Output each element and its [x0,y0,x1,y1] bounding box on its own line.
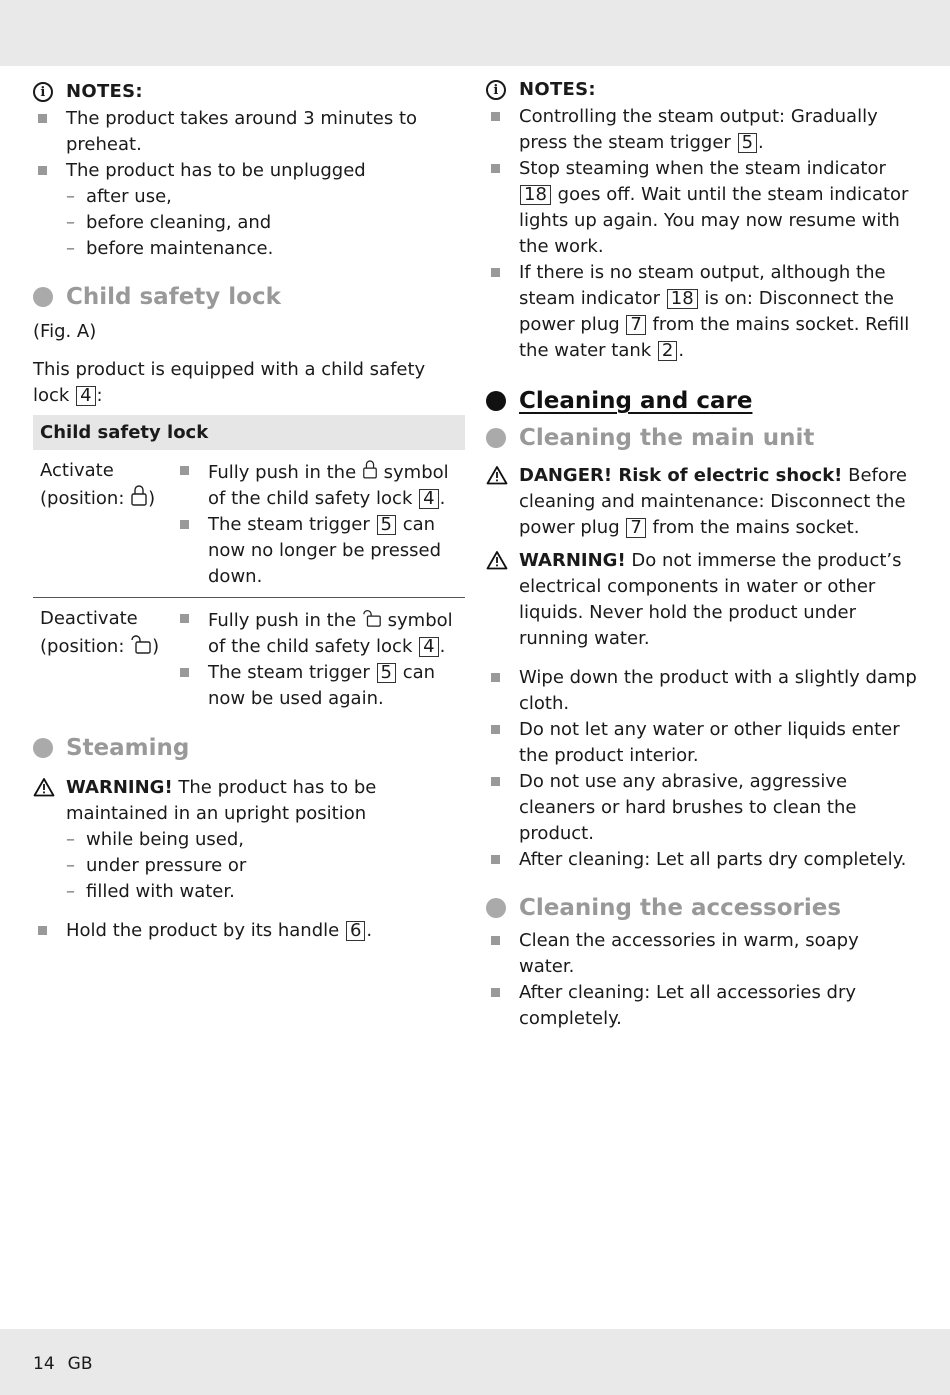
fig-ref: (Fig. A) [33,321,97,342]
left-column [33,78,465,944]
activate-label: Activate [40,460,114,481]
lock-closed-icon [130,484,148,506]
list-item: The product has to be unplugged – after use, – before cleaning, and – before maintenance. [33,158,465,262]
info-icon: i [33,82,53,102]
list-item: – before maintenance. [66,236,465,262]
warning-list [66,827,465,905]
list-item: After cleaning: Let all parts dry completely. [486,847,918,873]
warning-triangle-icon [33,775,55,797]
cleaning-list [486,665,918,873]
unplug-list [66,184,465,262]
section-heading: Steaming [33,733,465,763]
info-icon: i [486,80,506,100]
header-bar [0,0,950,66]
bullet-dot-icon [33,738,53,758]
bullet-dot-icon [486,428,506,448]
bullet-dot-icon [486,898,506,918]
accessories-list [486,928,918,1032]
list-item: – before cleaning, and [66,210,465,236]
section-heading: Cleaning the main unit [486,423,918,453]
list-item: The steam trigger 5 can now no longer be pressed down. [175,512,465,590]
list-item: Wipe down the product with a slightly damp cloth. [486,665,918,717]
list-item: Controlling the steam output: Gradually press the steam trigger 5 . [486,104,918,156]
warning-triangle-icon [486,463,508,485]
table-row: Activate (position: ) Fully push in the symbol of the child safety lock 4 . The steam trigger 5 can now no longer be pressed down. [33,450,465,598]
section-heading: Child safety lock [33,282,465,312]
part-number: 4 [76,386,95,406]
warning-block: WARNING! Do not immerse the product’s electrical components in water or other liquids. Never hold the product under running water. [486,548,918,652]
table-header: Child safety lock [33,415,465,450]
language-code: GB [67,1354,93,1374]
list-item: Do not let any water or other liquids enter the product interior. [486,717,918,769]
page-number: 14 [33,1354,55,1374]
danger-block: DANGER! Risk of electric shock! Before cleaning and maintenance: Disconnect the power plug 7 from the mains socket. [486,463,918,541]
notes-heading: i NOTES: [486,76,918,104]
notes-list [33,106,465,262]
list-item: – after use, [66,184,465,210]
notes-list [486,104,918,364]
child-lock-table [33,415,465,719]
footer-bar [0,1329,950,1395]
lock-open-icon [130,632,152,654]
list-item: The steam trigger 5 can now be used again. [175,660,465,712]
bullet-dot-icon [33,287,53,307]
deactivate-label: Deactivate [40,608,138,629]
list-item: – under pressure or [66,853,465,879]
section-heading: Cleaning and care [486,386,918,416]
lock-closed-icon [362,458,378,480]
list-item: Hold the product by its handle 6 . [33,918,465,944]
warning-block: WARNING! The product has to be maintained in an upright position – while being used, – under pressure or – filled with water. [33,775,465,905]
lock-open-icon [362,606,382,628]
bullet-dot-icon [486,391,506,411]
list-item: Stop steaming when the steam indicator 18 goes off. Wait until the steam indicator lights up again. You may now resume with the work. [486,156,918,260]
list-item: Do not use any abrasive, aggressive cleaners or hard brushes to clean the product. [486,769,918,847]
notes-heading: i NOTES: [33,78,465,106]
list-item: Clean the accessories in warm, soapy water. [486,928,918,980]
table-row: Deactivate (position: ) Fully push in the symbol of the child safety lock 4 . The steam trigger 5 can now be used again. [33,598,465,720]
right-column [486,76,918,1032]
hold-list [33,918,465,944]
list-item: If there is no steam output, although the steam indicator 18 is on: Disconnect the power plug 7 from the mains socket. Refill the water tank 2 . [486,260,918,364]
list-item: The product takes around 3 minutes to preheat. [33,106,465,158]
warning-triangle-icon [486,548,508,570]
page-footer [33,1352,105,1376]
list-item: – filled with water. [66,879,465,905]
list-item: Fully push in the symbol of the child safety lock 4 . [175,458,465,512]
list-item: After cleaning: Let all accessories dry completely. [486,980,918,1032]
intro-text: This product is equipped with a child safety lock 4 : [33,359,426,406]
list-item: – while being used, [66,827,465,853]
list-item: Fully push in the symbol of the child safety lock 4 . [175,606,465,660]
section-heading: Cleaning the accessories [486,893,918,923]
